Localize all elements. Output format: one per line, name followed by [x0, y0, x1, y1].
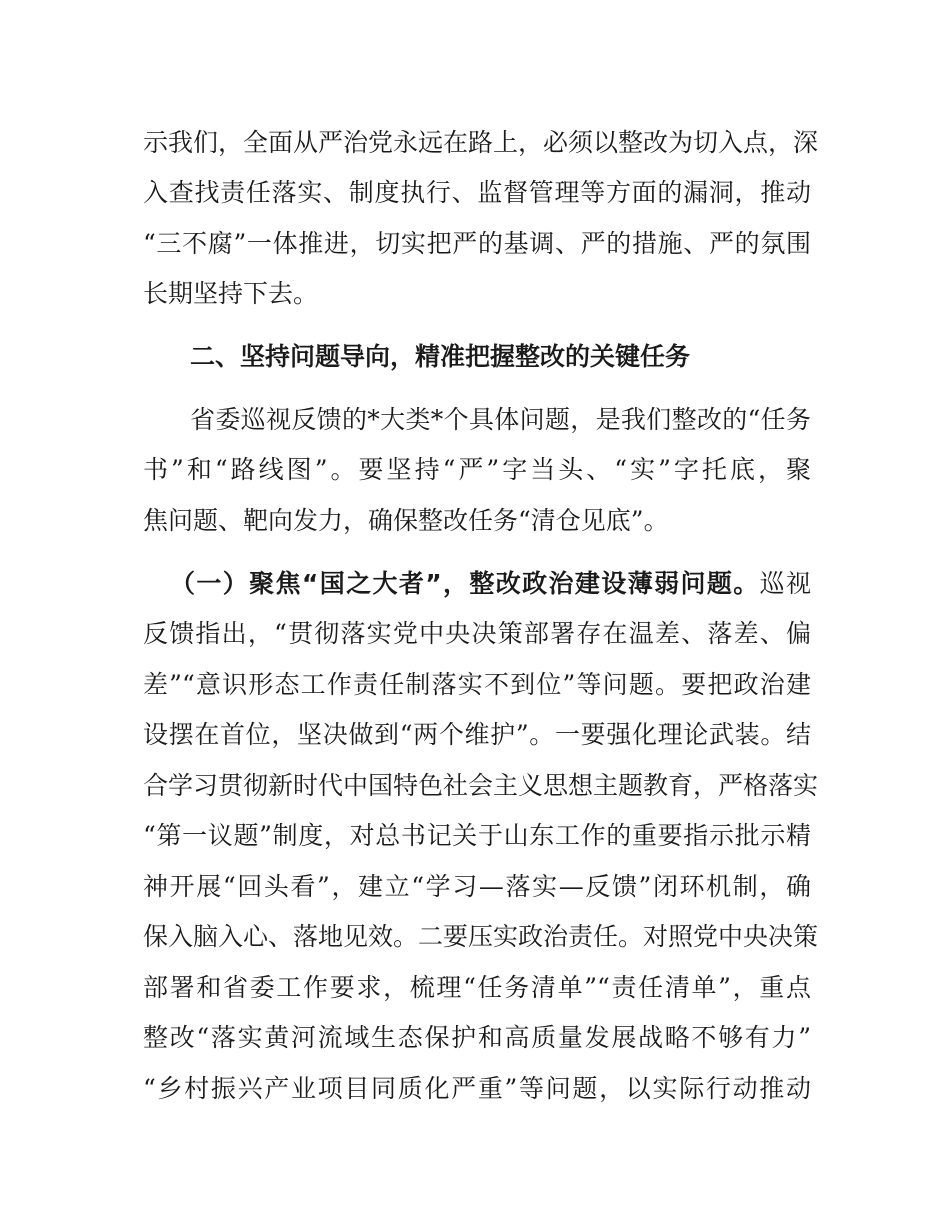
section-heading: 二、坚持问题导向，精准把握整改的关键任务: [190, 342, 691, 371]
paragraph-line: 神开展“回头看”，建立“学习—落实—反馈”闭环机制，确: [143, 872, 811, 901]
paragraph-line: 设摆在首位，坚决做到“两个维护”。一要强化理论武装。结: [143, 720, 811, 749]
paragraph-line: 部署和省委工作要求，梳理“任务清单”“责任清单”，重点: [143, 973, 811, 1002]
paragraph-line: 反馈指出，“贯彻落实党中央决策部署存在温差、落差、偏: [143, 619, 811, 648]
paragraph-line: “第一议题”制度，对总书记关于山东工作的重要指示批示精: [143, 821, 811, 850]
paragraph-line: “乡村振兴产业项目同质化严重”等问题，以实际行动推动: [143, 1074, 811, 1103]
paragraph-line: 示我们，全面从严治党永远在路上，必须以整改为切入点，深: [143, 128, 819, 157]
paragraph-text: 巡视: [759, 569, 811, 598]
paragraph-line: 保入脑入心、落地见效。二要压实政治责任。对照党中央决策: [143, 922, 819, 951]
paragraph-line: 合学习贯彻新时代中国特色社会主义思想主题教育，严格落实: [143, 771, 819, 800]
paragraph-line: 省委巡视反馈的*大类*个具体问题，是我们整改的“任务: [190, 405, 811, 434]
paragraph-line: 整改“落实黄河流域生态保护和高质量发展战略不够有力”: [143, 1023, 811, 1052]
paragraph-line: 焦问题、靶向发力，确保整改任务“清仓见底”。: [143, 506, 669, 535]
subsection-heading: （一）聚焦“国之大者”，整改政治建设薄弱问题。: [170, 569, 760, 598]
paragraph-line: 入查找责任落实、制度执行、监督管理等方面的漏洞，推动: [143, 178, 811, 207]
paragraph-line: “三不腐”一体推进，切实把严的基调、严的措施、严的氛围: [143, 229, 811, 258]
paragraph-line: 书”和“路线图”。要坚持“严”字当头、“实”字托底，聚: [143, 455, 811, 484]
paragraph-line: 差”“意识形态工作责任制落实不到位”等问题。要把政治建: [143, 670, 811, 699]
subsection-first-line: [170, 569, 811, 599]
paragraph-line: 长期坚持下去。: [143, 279, 319, 308]
